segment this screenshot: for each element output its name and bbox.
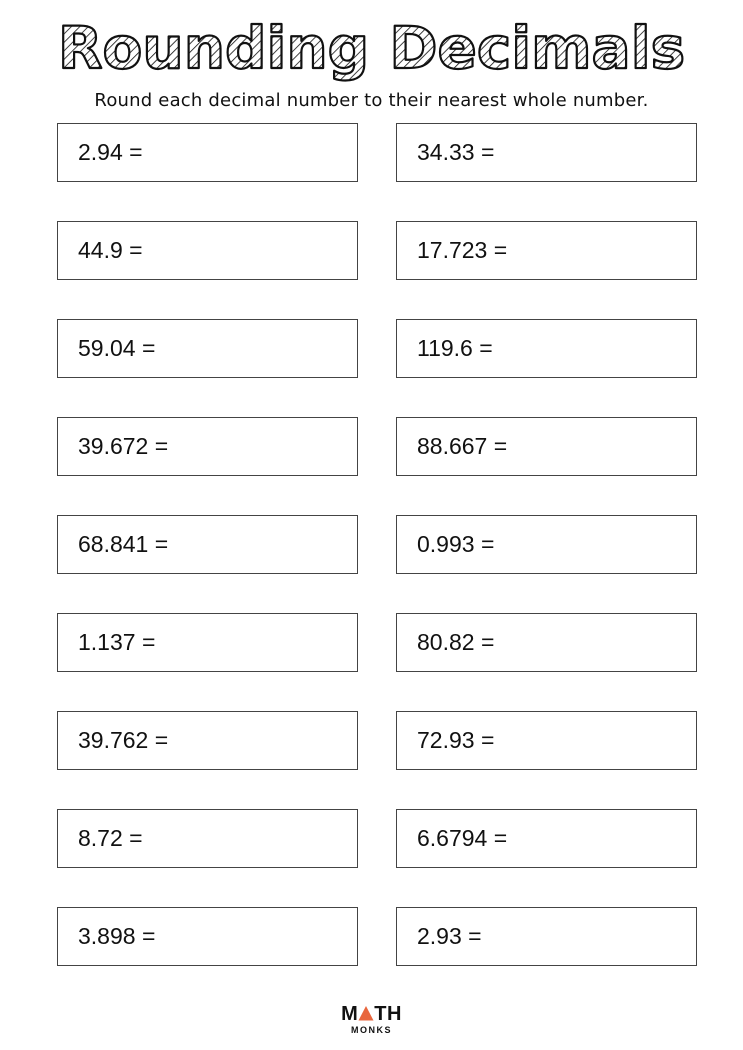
logo-wordmark xyxy=(0,1003,743,1025)
title-text: Rounding Decimals xyxy=(57,14,686,82)
instructions: Round each decimal number to their nearest whole number. xyxy=(94,90,649,111)
problem-box: 2.94 = xyxy=(57,123,358,182)
problem-box: 119.6 = xyxy=(396,319,697,378)
problem-box: 17.723 = xyxy=(396,221,697,280)
logo-subtitle: MONKS xyxy=(351,1025,392,1035)
problem-box: 39.762 = xyxy=(57,711,358,770)
problem-grid xyxy=(57,123,697,966)
problem-box: 1.137 = xyxy=(57,613,358,672)
problem-box: 8.72 = xyxy=(57,809,358,868)
problem-box: 59.04 = xyxy=(57,319,358,378)
logo-letter-m: M xyxy=(341,1003,359,1025)
problem-box: 34.33 = xyxy=(396,123,697,182)
worksheet-title xyxy=(0,4,743,84)
problem-box: 88.667 = xyxy=(396,417,697,476)
problem-box: 72.93 = xyxy=(396,711,697,770)
problem-box: 3.898 = xyxy=(57,907,358,966)
problem-box: 6.6794 = xyxy=(396,809,697,868)
problem-box: 80.82 = xyxy=(396,613,697,672)
problem-box: 68.841 = xyxy=(57,515,358,574)
problem-box: 44.9 = xyxy=(57,221,358,280)
logo-letters-th: TH xyxy=(374,1003,402,1025)
triangle-a-icon xyxy=(358,1005,374,1021)
problem-box: 2.93 = xyxy=(396,907,697,966)
math-monks-logo xyxy=(0,1003,743,1035)
problem-box: 0.993 = xyxy=(396,515,697,574)
problem-box: 39.672 = xyxy=(57,417,358,476)
